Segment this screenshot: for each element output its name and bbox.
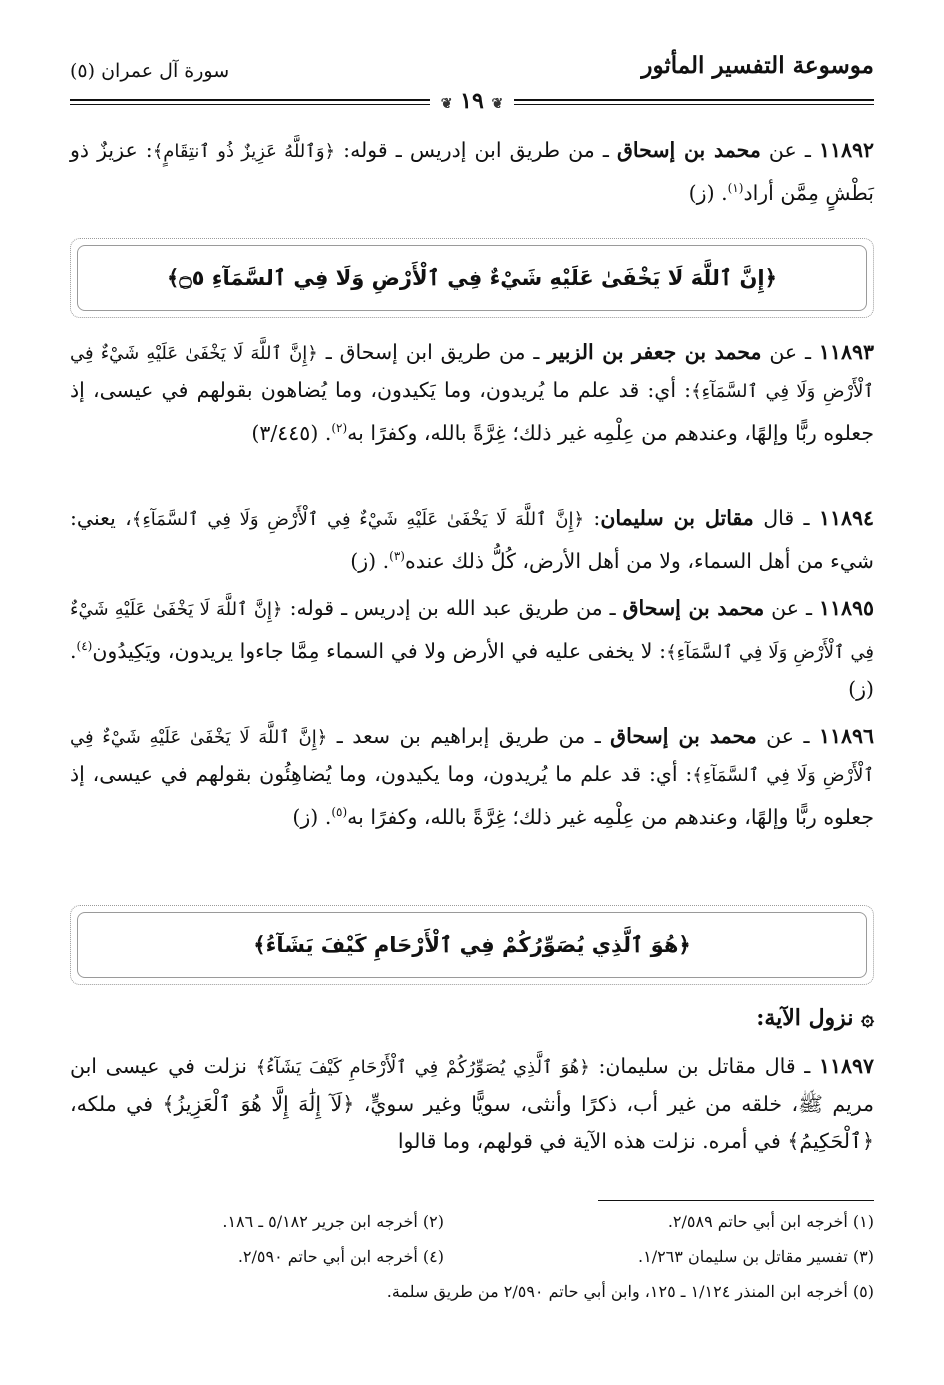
page-number: ١٩: [460, 88, 484, 114]
narration-paragraph: [70, 718, 874, 836]
quran-quote: ﴿وَٱللَّهُ عَزِيزٌ ذُو ٱنتِقَامٍ﴾: [152, 141, 336, 162]
narration-tail: . (ز): [688, 180, 728, 205]
ornament-icon: ❦: [440, 96, 453, 112]
footnote-ref: (٥): [331, 805, 348, 819]
narration-text: ـ عن: [760, 138, 819, 162]
narration-text: : أي: قد علم ما يُريدون، وما يَكيدون، وما يُضاهون بقولهم في عيسى، إذ جعلوه ربًّا وإلهًا، وعندهم من عِلْمِه غير ذلك؛ غِرَّةً بالله، وكفرًا به: [70, 378, 874, 445]
narration-paragraph: [70, 1048, 874, 1160]
footnote-ref: (٢): [331, 421, 348, 435]
narration-paragraph: [70, 334, 874, 452]
quran-quote: ﴿إِنَّ ٱللَّهَ لَا يَخْفَىٰ عَلَيْهِ شَيْءٌ فِي ٱلْأَرْضِ وَلَا فِي ٱلسَّمَآءِ﴾: [70, 599, 874, 663]
narration-text: : عزيزٌ ذو بَطْشٍ مِمَّن أراد: [70, 138, 874, 205]
narration-text: مقاتل بن سليمان:: [589, 1054, 757, 1078]
narration-tail: . (ز): [350, 548, 390, 573]
quran-quote: ﴿إِنَّ ٱللَّهَ لَا يَخْفَىٰ عَلَيْهِ شَيْءٌ فِي ٱلْأَرْضِ وَلَا فِي ٱلسَّمَآءِ﴾: [70, 727, 874, 786]
narrator-name: محمد بن إسحاق: [616, 138, 761, 162]
narration-text: ـ عن: [764, 596, 819, 620]
quran-quote: ﴿إِنَّ ٱللَّهَ لَا يَخْفَىٰ عَلَيْهِ شَيْءٌ فِي ٱلْأَرْضِ وَلَا فِي ٱلسَّمَآءِ﴾: [131, 509, 584, 530]
ornament-icon: ❦: [491, 96, 504, 112]
narration-tail: . (ز): [292, 804, 332, 829]
book-title: موسوعة التفسير المأثور: [641, 52, 874, 79]
narrator-name: محمد بن إسحاق: [622, 596, 765, 620]
quran-quote: ﴿إِنَّ ٱللَّهَ لَا يَخْفَىٰ عَلَيْهِ شَيْءٌ فِي ٱلْأَرْضِ وَلَا فِي ٱلسَّمَآءِ﴾: [70, 343, 874, 402]
footnote-ref: (١): [727, 181, 744, 195]
narration-text: ـ قال: [756, 1054, 819, 1078]
narration-text: : لا يخفى عليه في الأرض ولا في السماء مِمَّا جاءوا يريدون، ويَكِيدُون: [92, 638, 667, 663]
narration-number: ١١٨٩٥: [818, 596, 874, 620]
narration-paragraph: [70, 132, 874, 212]
verse-box: [70, 238, 874, 318]
narration-text: :: [584, 506, 601, 530]
narration-number: ١١٨٩٤: [818, 506, 874, 530]
footnote-rule: [598, 1200, 874, 1201]
footnote: (٣) تفسير مقاتل بن سليمان ١/٢٦٣.: [638, 1247, 874, 1266]
verse-text: ﴿هُوَ ٱلَّذِي يُصَوِّرُكُمْ فِي ٱلْأَرْحَامِ كَيْفَ يَشَآءُ﴾: [77, 912, 867, 978]
footnote-ref: (٣): [389, 549, 405, 563]
narration-paragraph: [70, 500, 874, 580]
narration-text: نزلت في عيسى ابن مريم ﷺ، خلقه من غير أب، ذكرًا وأنثى، سويًّا وغير سويٍّ، ﴿لَآ إِلَٰهَ إِلَّا هُوَ ٱلْعَزِيزُ﴾ في ملكه، ﴿ٱلْحَكِيمُ﴾ في أمره. نزلت هذه الآية في قولهم، وما قالوا: [70, 1054, 874, 1153]
narration-text: ـ من طريق إبراهيم بن سعد ـ: [327, 724, 611, 748]
narration-text: ـ عن: [756, 724, 819, 748]
verse-box: [70, 905, 874, 985]
narration-number: ١١٨٩٣: [818, 340, 874, 364]
narration-text: ، يعني: شيء من أهل السماء، ولا من أهل الأرض، كُلُّ ذلك عنده: [70, 506, 874, 573]
narrator-name: محمد بن إسحاق: [610, 724, 757, 748]
narration-text: : أي: قد علم ما يُريدون، وما يكيدون، وما يُضاهِئُون بقولهم في عيسى، إذ جعلوه ربًّا وإلهًا، وعندهم من عِلْمِه غير ذلك؛ غِرَّةً بالله، وكفرًا به: [70, 762, 874, 829]
surah-title: سورة آل عمران (٥): [70, 60, 230, 82]
verse-text: ﴿إِنَّ ٱللَّهَ لَا يَخْفَىٰ عَلَيْهِ شَيْءٌ فِي ٱلْأَرْضِ وَلَا فِي ٱلسَّمَآءِ ۝٥﴾: [77, 245, 867, 311]
narration-text: ـ من طريق عبد الله بن إدريس ـ قوله:: [282, 596, 623, 620]
narrator-name: مقاتل بن سليمان: [600, 506, 754, 530]
narration-tail: . (ز): [70, 638, 874, 701]
footnote: (٢) أخرجه ابن جرير ٥/١٨٢ ـ ١٨٦.: [222, 1212, 444, 1231]
footnote: (٤) أخرجه ابن أبي حاتم ٢/٥٩٠.: [237, 1247, 444, 1266]
narrator-name: محمد بن جعفر بن الزبير: [547, 340, 762, 364]
narration-number: ١١٨٩٢: [818, 138, 874, 162]
narration-text: ـ عن: [761, 340, 819, 364]
section-heading: ۞ نزول الآية:: [756, 1005, 874, 1031]
narration-text: ـ من طريق ابن إدريس ـ قوله:: [335, 138, 617, 162]
footnote-ref: (٤): [76, 639, 93, 653]
narration-number: ١١٨٩٦: [818, 724, 874, 748]
narration-paragraph: [70, 590, 874, 708]
narration-tail: . (٣/٤٤٥): [251, 420, 332, 445]
page-number-box: [430, 86, 514, 116]
narration-number: ١١٨٩٧: [818, 1054, 874, 1078]
narration-text: ـ من طريق ابن إسحاق ـ: [317, 340, 548, 364]
footnote: (٥) أخرجه ابن المنذر ١/١٢٤ ـ ١٢٥، وابن أبي حاتم ٢/٥٩٠ من طريق سلمة.: [386, 1282, 874, 1301]
footnote: (١) أخرجه ابن أبي حاتم ٢/٥٨٩.: [667, 1212, 874, 1231]
quran-quote: ﴿هُوَ ٱلَّذِي يُصَوِّرُكُمْ فِي ٱلْأَرْحَامِ كَيْفَ يَشَآءُ﴾: [255, 1057, 590, 1078]
narration-text: ـ قال: [753, 506, 819, 530]
